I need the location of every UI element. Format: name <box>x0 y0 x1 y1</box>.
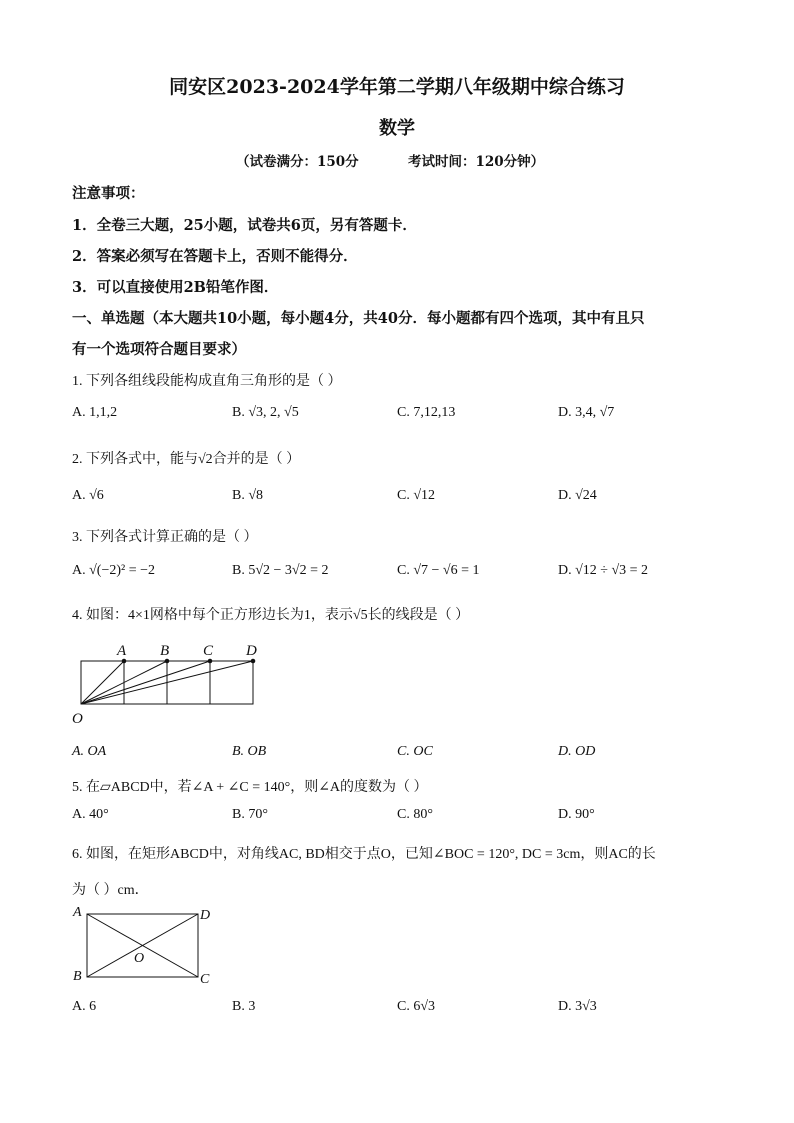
q1-option-d: D. 3,4, √7 <box>558 405 615 420</box>
q4-option-d: D. OD <box>558 744 596 759</box>
section-heading: 一、单选题（本大题共10小题，每小题4分，共40分．每小题都有四个选项，其中有且只 <box>72 310 645 327</box>
q2-option-c: C. √12 <box>397 488 436 503</box>
exam-title: 同安区2023-2024学年第二学期八年级期中综合练习 <box>169 76 625 98</box>
question-3-stem: 3. 下列各式计算正确的是（ ） <box>72 530 258 545</box>
note-item: 3．可以直接使用2B铅笔作图． <box>72 279 279 296</box>
q1-option-b: B. √3, 2, √5 <box>232 405 299 420</box>
question-5-stem: 5. 在▱ABCD中，若∠A + ∠C = 140°，则∠A的度数为（ ） <box>72 780 428 795</box>
q6-option-a: A. 6 <box>72 999 97 1014</box>
q5-option-c: C. 80° <box>397 807 433 822</box>
point-label: B <box>160 643 170 659</box>
point-label: C <box>200 972 210 987</box>
q3-option-a: A. √(−2)² = −2 <box>72 563 156 578</box>
q5-option-d: D. 90° <box>558 807 595 822</box>
q4-option-c: C. OC <box>397 744 433 759</box>
q2-option-b: B. √8 <box>232 488 264 503</box>
question-6-stem-cont: 为（ ）cm． <box>72 883 149 898</box>
q2-option-a: A. √6 <box>72 488 104 503</box>
note-item: 2．答案必须写在答题卡上，否则不能得分． <box>72 248 358 265</box>
question-6-stem: 6. 如图，在矩形ABCD中，对角线AC, BD相交于点O，已知∠BOC = 120°, DC = 3cm，则AC的长 <box>72 847 656 862</box>
subject-title: 数学 <box>379 118 415 139</box>
point-label: D <box>200 908 211 923</box>
q3-option-b: B. 5√2 − 3√2 = 2 <box>232 563 329 578</box>
q6-option-c: C. 6√3 <box>397 999 436 1014</box>
section-heading-cont: 有一个选项符合题目要求） <box>72 341 246 358</box>
question-2-stem: 2. 下列各式中，能与√2合并的是（ ） <box>72 452 301 467</box>
notes-heading: 注意事项： <box>72 185 145 202</box>
q4-option-b: B. OB <box>232 744 267 759</box>
point-label: D <box>246 643 257 659</box>
grid-figure <box>70 640 270 730</box>
point-label: O <box>134 951 145 966</box>
question-4-stem: 4. 如图：4×1网格中每个正方形边长为1，表示√5长的线段是（ ） <box>72 608 470 623</box>
point-label: B <box>73 969 82 984</box>
point-label: A <box>73 905 82 920</box>
q1-option-c: C. 7,12,13 <box>397 405 456 420</box>
q1-option-a: A. 1,1,2 <box>72 405 118 420</box>
q6-option-b: B. 3 <box>232 999 256 1014</box>
q2-option-d: D. √24 <box>558 488 597 503</box>
time-info: 考试时间：120分钟） <box>408 154 545 170</box>
question-1-stem: 1. 下列各组线段能构成直角三角形的是（ ） <box>72 374 342 389</box>
note-item: 1．全卷三大题，25小题，试卷共6页，另有答题卡． <box>72 217 417 234</box>
q3-option-d: D. √12 ÷ √3 = 2 <box>558 563 649 578</box>
point-label: O <box>72 711 83 727</box>
rectangle-figure <box>70 902 220 990</box>
point-label: C <box>203 643 214 659</box>
q4-option-a: A. OA <box>72 744 107 759</box>
q6-option-d: D. 3√3 <box>558 999 597 1014</box>
score-info: （试卷满分：150分 <box>236 154 359 170</box>
q5-option-b: B. 70° <box>232 807 268 822</box>
point-label: A <box>117 643 127 659</box>
q5-option-a: A. 40° <box>72 807 109 822</box>
q3-option-c: C. √7 − √6 = 1 <box>397 563 480 578</box>
